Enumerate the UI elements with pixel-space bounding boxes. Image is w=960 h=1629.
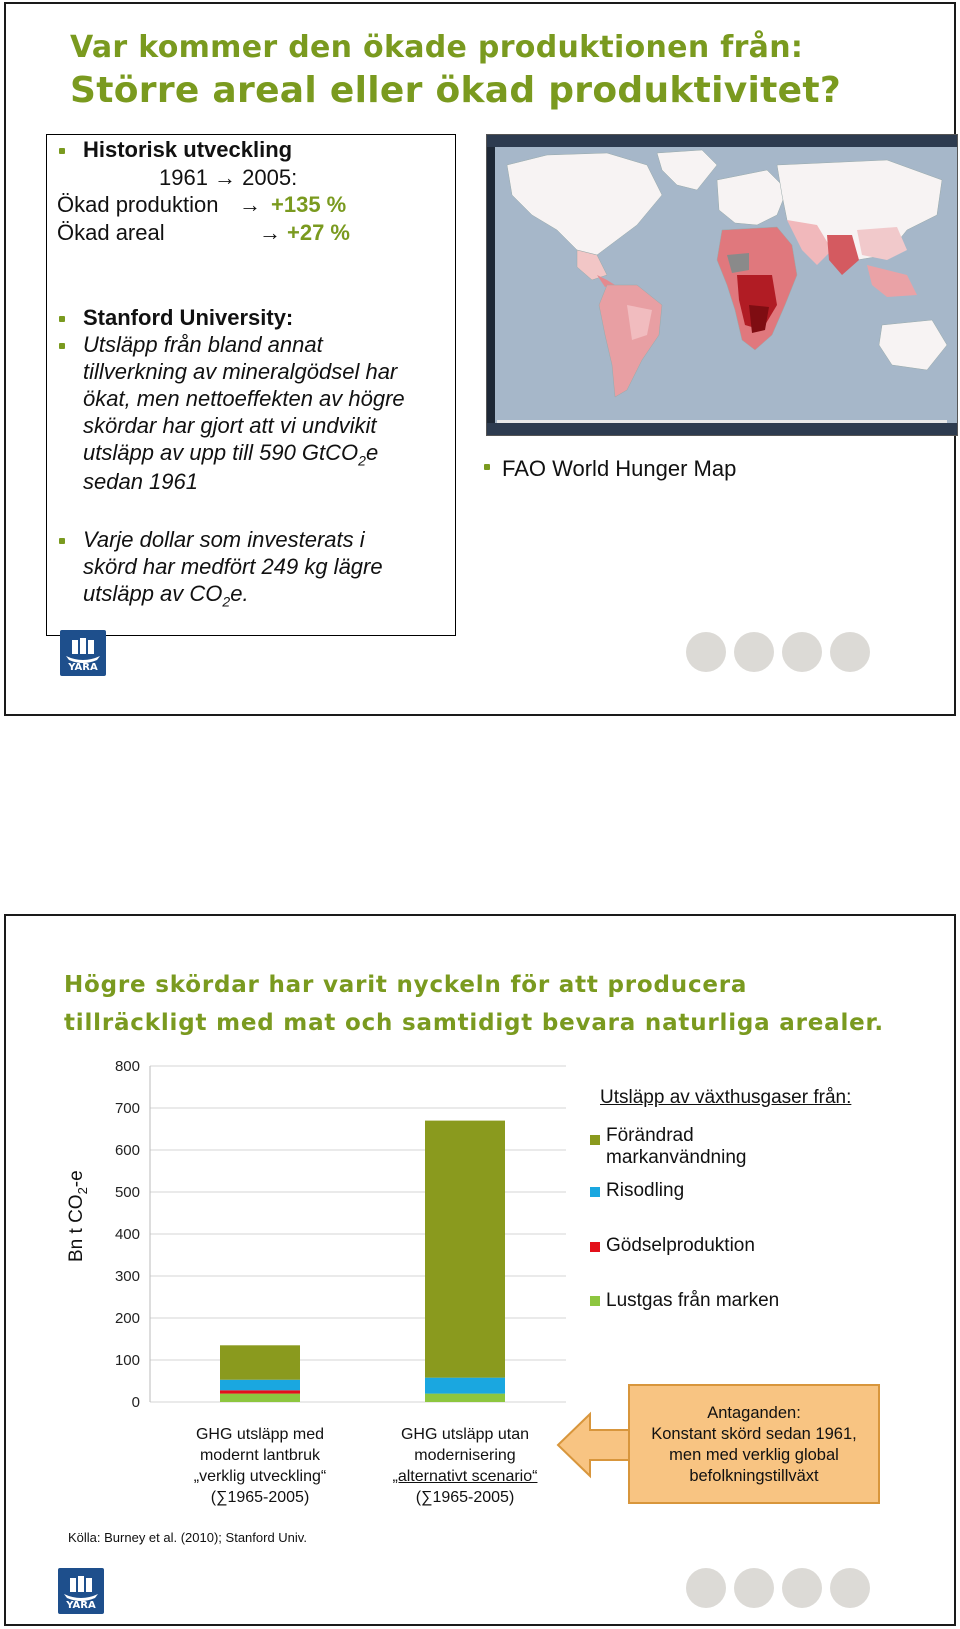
slide1-title-line2: Större areal eller ökad produktivitet? <box>70 70 842 111</box>
bar-segment <box>425 1394 505 1402</box>
area-arrow: → <box>259 220 281 245</box>
stanford-text-1: Utsläpp från bland annat <box>83 332 323 357</box>
y-tick-label: 100 <box>114 1352 140 1369</box>
stanford-text-6: sedan 1961 <box>83 469 198 494</box>
bar-segment <box>425 1121 505 1378</box>
slide1-title-line1: Var kommer den ökade produktionen från: <box>70 30 804 65</box>
legend-swatch <box>590 1187 600 1197</box>
bar-segment <box>220 1345 300 1379</box>
dollar-text-2: skörd har medfört 249 kg lägre <box>83 554 383 579</box>
bar-segment <box>425 1378 505 1394</box>
decor-dot <box>734 1568 774 1608</box>
stanford-text-2: tillverkning av mineralgödsel har <box>83 359 398 384</box>
y-tick-label: 700 <box>114 1100 140 1117</box>
yara-logo-text: YARA <box>66 1600 96 1611</box>
legend-swatch <box>590 1296 600 1306</box>
y-tick-label: 600 <box>114 1142 140 1159</box>
yara-logo <box>58 1568 104 1614</box>
decor-dot <box>782 1568 822 1608</box>
stanford-text-5: utsläpp av upp till 590 GtCO$_2$e <box>83 440 379 469</box>
y-tick-label: 0 <box>131 1394 140 1411</box>
assumption-box: Antaganden: Konstant skörd sedan 1961, men med verklig global befolkningstillväxt <box>628 1384 880 1504</box>
x-category-label: GHG utsläpp utan modernisering „alternativt scenario“ (∑1965-2005) <box>392 1426 538 1506</box>
production-arrow: → <box>239 192 261 217</box>
area-value: +27 % <box>287 220 350 245</box>
stanford-text-4: skördar har gjort att vi undvikit <box>83 413 377 438</box>
years-range: 1961 → 2005: <box>159 165 298 190</box>
slide2-title-line2: tillräckligt med mat och samtidigt bevara naturliga arealer. <box>64 1010 884 1036</box>
y-tick-label: 500 <box>114 1184 140 1201</box>
bar-segment <box>220 1390 300 1393</box>
area-label: Ökad areal <box>57 220 165 245</box>
stanford-text-3: ökat, men nettoeffekten av högre <box>83 386 405 411</box>
legend-swatch <box>590 1135 600 1145</box>
y-tick-label: 800 <box>114 1058 140 1075</box>
stanford-heading: Stanford University: <box>83 305 294 330</box>
slide2-title-line1: Högre skördar har varit nyckeln för att producera <box>64 972 748 998</box>
x-category-label: GHG utsläpp med modernt lantbruk „verklig utveckling“ (∑1965-2005) <box>193 1426 327 1506</box>
source-note: Kölla: Burney et al. (2010); Stanford Univ. <box>68 1530 307 1545</box>
production-label: Ökad produktion <box>57 192 219 217</box>
legend-item-land-use: Förändrad markanvändning <box>606 1125 747 1168</box>
legend-item-fertilizer: Gödselproduktion <box>606 1235 755 1256</box>
legend-item-rice: Risodling <box>606 1180 685 1201</box>
bar-segment <box>220 1394 300 1402</box>
y-tick-label: 400 <box>114 1226 140 1243</box>
production-value: +135 % <box>271 192 347 217</box>
dollar-text-3: utsläpp av $CO_2e$. <box>83 581 249 610</box>
dollar-text-1: Varje dollar som investerats i <box>83 527 365 552</box>
legend-item-n2o: Lustgas från marken <box>606 1290 780 1311</box>
legend-swatch <box>590 1242 600 1252</box>
decor-dot <box>686 1568 726 1608</box>
legend-title: Utsläpp av växthusgaser från: <box>600 1087 852 1108</box>
map-caption: FAO World Hunger Map <box>502 456 737 481</box>
bar-segment <box>220 1380 300 1391</box>
yara-logo-text: YARA <box>68 662 98 673</box>
left-arrow-icon <box>556 1410 636 1480</box>
historic-heading: Historisk utveckling <box>83 137 293 162</box>
decor-dot <box>830 1568 870 1608</box>
y-tick-label: 200 <box>114 1310 140 1327</box>
y-axis-label: Bn t $CO_2-e$ <box>66 1170 90 1262</box>
y-tick-label: 300 <box>114 1268 140 1285</box>
